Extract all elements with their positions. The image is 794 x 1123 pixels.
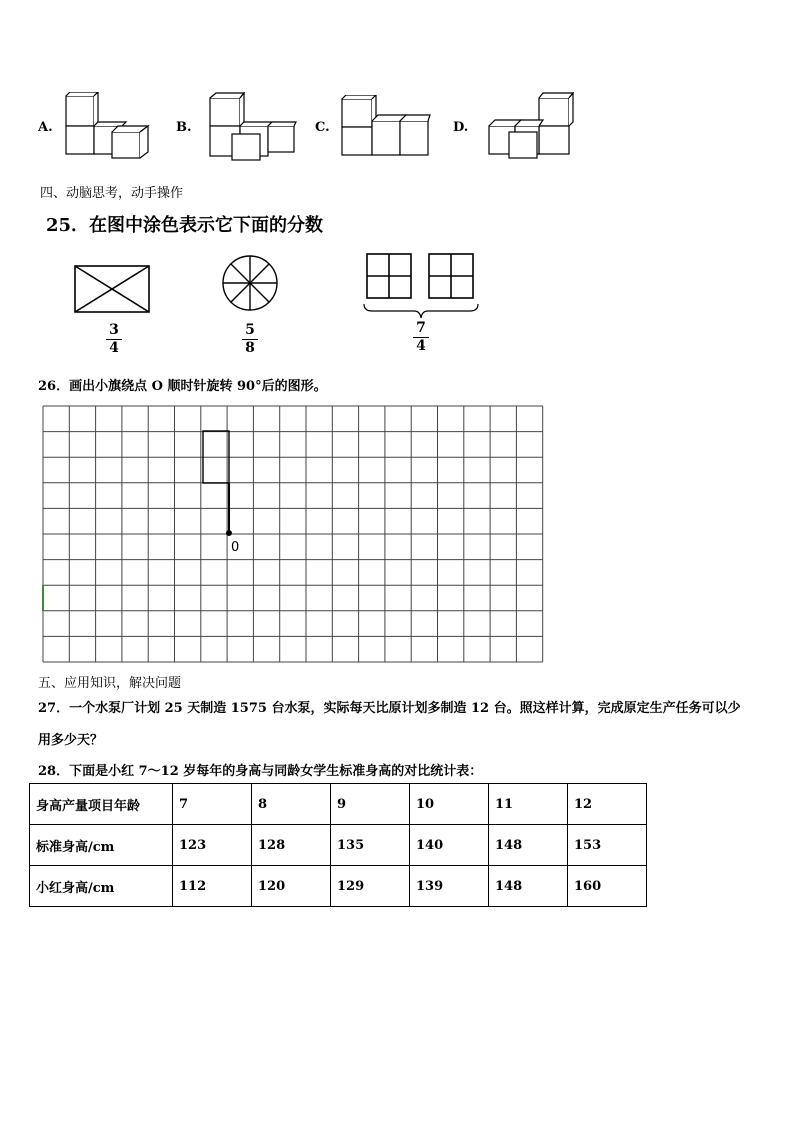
section-4-title: 四、动脑思考，动手操作 (40, 186, 184, 201)
table-header-cell: 12 (568, 784, 647, 825)
option-b-label: B. (176, 120, 192, 135)
table-cell: 112 (173, 866, 252, 907)
table-row (30, 866, 647, 907)
circle-eighths (223, 256, 277, 310)
section-5-title: 五、应用知识，解决问题 (38, 676, 182, 691)
fraction-numerator: 5 (245, 322, 255, 338)
table-header-cell: 8 (252, 784, 331, 825)
table-header-cell: 11 (489, 784, 568, 825)
table-cell: 120 (252, 866, 331, 907)
option-a-cube-figure (64, 92, 154, 160)
table-cell: 129 (331, 866, 410, 907)
option-c-label: C. (315, 120, 330, 135)
height-comparison-table (29, 783, 647, 907)
fraction-seven-quarters (413, 321, 429, 354)
option-d-label: D. (453, 120, 469, 135)
table-cell: 135 (331, 825, 410, 866)
table-cell: 标准身高/cm (30, 825, 173, 866)
question-26-text: 26．画出小旗绕点 O 顺时针旋转 90°后的图形。 (38, 379, 327, 394)
question-25-text: 25．在图中涂色表示它下面的分数 (46, 215, 324, 236)
question-27-line-1: 27．一个水泵厂计划 25 天制造 1575 台水泵，实际每天比原计划多制造 12 台。照这样计算，完成原定生产任务可以少 (38, 701, 741, 716)
table-header-cell: 10 (410, 784, 489, 825)
fraction-denominator: 8 (245, 340, 255, 356)
option-b-cube-figure (208, 92, 300, 162)
table-cell: 小红身高/cm (30, 866, 173, 907)
rectangle-with-diagonals (75, 266, 149, 312)
fraction-numerator: 7 (416, 320, 426, 336)
table-row (30, 825, 647, 866)
fraction-numerator: 3 (109, 322, 119, 338)
rotation-grid (40, 403, 546, 665)
table-cell: 160 (568, 866, 647, 907)
table-header-cell: 身高产量项目年龄 (30, 784, 173, 825)
fraction-three-quarters (106, 323, 122, 356)
option-d-cube-figure (487, 92, 577, 162)
table-header-row (30, 784, 647, 825)
table-cell: 128 (252, 825, 331, 866)
question-27-line-2: 用多少天？ (38, 733, 104, 748)
table-cell: 153 (568, 825, 647, 866)
option-c-cube-figure (340, 95, 432, 159)
fraction-denominator: 4 (416, 338, 426, 354)
fraction-denominator: 4 (109, 340, 119, 356)
option-a-label: A. (38, 120, 53, 135)
table-cell: 148 (489, 866, 568, 907)
table-cell: 140 (410, 825, 489, 866)
question-28-text: 28．下面是小红 7～12 岁每年的身高与同龄女学生标准身高的对比统计表： (38, 764, 483, 779)
point-o-label: 0 (231, 540, 240, 555)
table-header-cell: 7 (173, 784, 252, 825)
table-cell: 139 (410, 866, 489, 907)
table-cell: 148 (489, 825, 568, 866)
fraction-five-eighths (242, 323, 258, 356)
table-header-cell: 9 (331, 784, 410, 825)
two-quartered-squares (364, 254, 478, 318)
table-cell: 123 (173, 825, 252, 866)
